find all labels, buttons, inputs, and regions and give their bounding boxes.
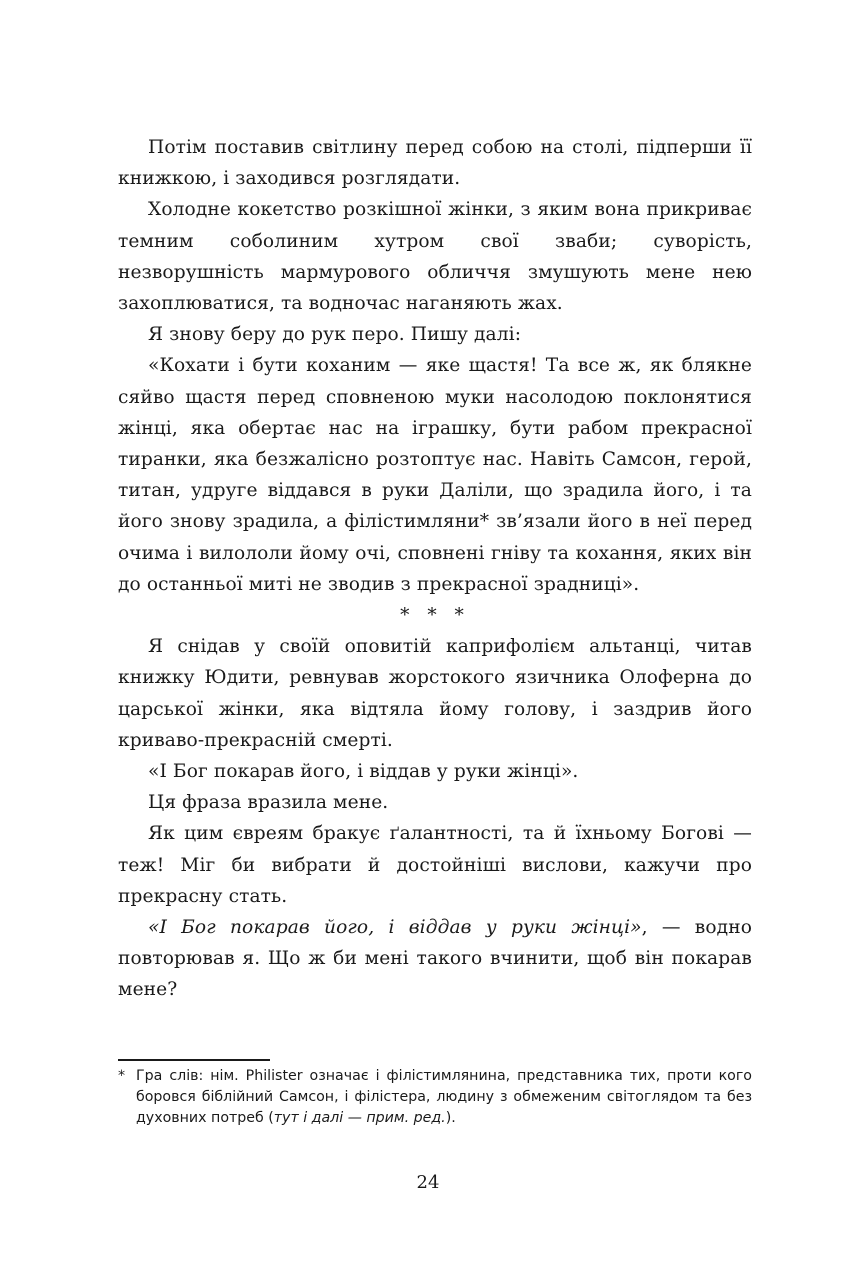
paragraph: Я снідав у своїй оповитій каприфолієм альтанці, читав книжку Юдити, ревнував жорстокого язичника Олоферна до царської жінки, яка відтяла йому голову, і заздрив його криваво-прекрасній смерті. (118, 636, 752, 751)
footnote-body (118, 1066, 752, 1129)
paragraph: Холодне кокетство розкішної жінки, з яким вона прикриває темним соболиним хутром свої зваби; суворість, незворушність мармурового обличчя змушують мене нею захоплюватися, та водночас наганяють жах. (118, 199, 752, 315)
footnote-mark: * (118, 1068, 126, 1084)
section-separator: * * * (400, 605, 470, 627)
footnote (118, 1066, 752, 1129)
footnote-text: Гра слів: нім. Philister означає і філістимлянина, представника тих, проти кого боровся біблійний Самсон, і філістера, людину з обмеженим світоглядом та без духовних потреб ( (136, 1068, 752, 1126)
body-text (118, 132, 752, 1006)
page-number: 24 (416, 1172, 440, 1193)
paragraph: «І Бог покарав його, і віддав у руки жінці». (148, 761, 579, 783)
paragraph: Я знову беру до рук перо. Пишу далі: (148, 324, 522, 346)
paragraph-last (118, 912, 752, 1006)
footnote-italic: тут і далі — прим. ред. (273, 1110, 446, 1126)
footnote-end: ). (445, 1110, 456, 1126)
paragraph: «Кохати і бути коханим — яке щастя! Та все ж, як блякне сяйво щастя перед сповненою муки насолодою поклонятися жінці, яка обертає нас на іграшку, бути рабом прекрасної тиранки, яка безжалісно розтоптує нас. Навіть Самсон, герой, титан, удруге віддався в руки Даліли, що зрадила його, і та його знову зрадила, а філістимляни* зв’язали його в неї перед очима і вилололи йому очі, сповнені гніву та кохання, яких він до останньої миті не зводив з прекрасної зрадниці». (118, 355, 752, 595)
paragraph: Потім поставив світлину перед собою на столі, підперши її книжкою, і заходився розглядати. (118, 137, 752, 190)
paragraph: Як цим євреям бракує ґалантності, та й їхньому Богові — теж! Міг би вибрати й достойніші вислови, кажучи про прекрасну стать. (118, 823, 752, 907)
paragraph: Ця фраза вразила мене. (148, 792, 389, 814)
footnote-rule (118, 1059, 270, 1061)
italic-quote: «І Бог покарав його, і віддав у руки жінці» (148, 917, 642, 939)
paragraph-rest: , — водно повторював я. Що ж би мені такого вчинити, щоб він покарав мене? (118, 917, 752, 1001)
